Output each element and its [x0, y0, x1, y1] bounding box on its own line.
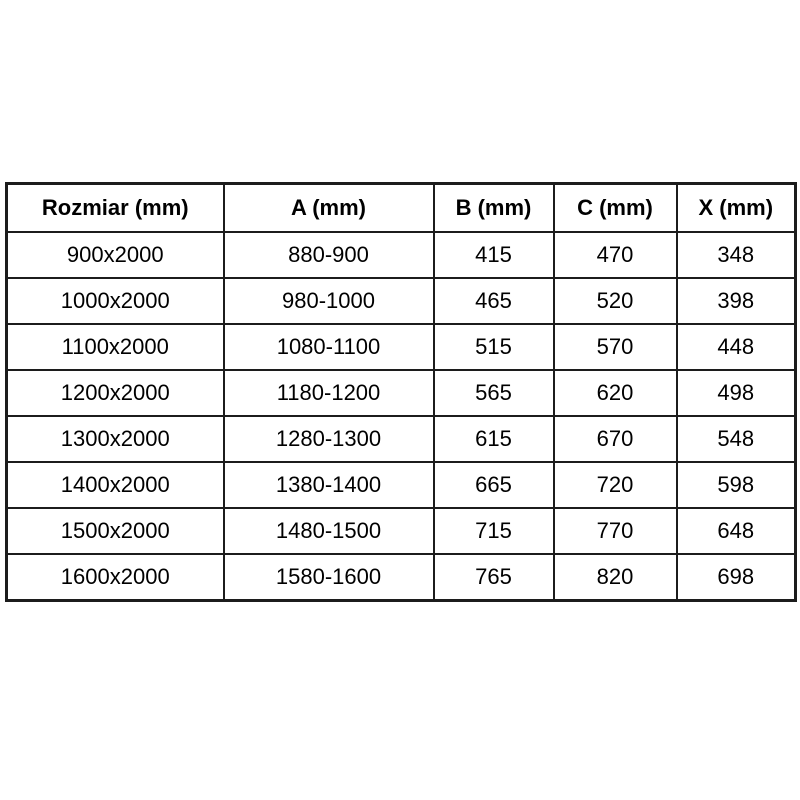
table-cell-r4-c1: 1280-1300: [224, 416, 434, 462]
table-cell-r4-c0: 1300x2000: [7, 416, 224, 462]
table-cell-r5-c2: 665: [434, 462, 554, 508]
table-cell-r7-c4: 698: [677, 554, 796, 601]
table-cell-r5-c1: 1380-1400: [224, 462, 434, 508]
table-cell-r3-c0: 1200x2000: [7, 370, 224, 416]
table-cell-r6-c2: 715: [434, 508, 554, 554]
table-cell-r0-c4: 348: [677, 232, 796, 278]
column-header-2: B (mm): [434, 184, 554, 233]
table-row: [7, 370, 796, 416]
table-cell-r5-c4: 598: [677, 462, 796, 508]
table-row: [7, 508, 796, 554]
table-cell-r3-c4: 498: [677, 370, 796, 416]
table-cell-r7-c3: 820: [554, 554, 677, 601]
table-cell-r7-c0: 1600x2000: [7, 554, 224, 601]
table-cell-r1-c2: 465: [434, 278, 554, 324]
table-cell-r1-c1: 980-1000: [224, 278, 434, 324]
table-cell-r4-c4: 548: [677, 416, 796, 462]
table-cell-r3-c3: 620: [554, 370, 677, 416]
table-cell-r2-c0: 1100x2000: [7, 324, 224, 370]
table-cell-r5-c3: 720: [554, 462, 677, 508]
table-cell-r6-c3: 770: [554, 508, 677, 554]
table-cell-r0-c3: 470: [554, 232, 677, 278]
column-header-0: Rozmiar (mm): [7, 184, 224, 233]
table-cell-r0-c0: 900x2000: [7, 232, 224, 278]
table-cell-r5-c0: 1400x2000: [7, 462, 224, 508]
table-cell-r2-c1: 1080-1100: [224, 324, 434, 370]
table-cell-r0-c2: 415: [434, 232, 554, 278]
table-cell-r3-c2: 565: [434, 370, 554, 416]
table-body: [7, 232, 796, 601]
size-spec-table: [5, 182, 797, 602]
table-row: [7, 232, 796, 278]
table-row: [7, 416, 796, 462]
table-cell-r3-c1: 1180-1200: [224, 370, 434, 416]
table-cell-r2-c2: 515: [434, 324, 554, 370]
table-cell-r4-c2: 615: [434, 416, 554, 462]
table-cell-r6-c0: 1500x2000: [7, 508, 224, 554]
column-header-4: X (mm): [677, 184, 796, 233]
table-cell-r6-c4: 648: [677, 508, 796, 554]
size-spec-table-container: [5, 182, 797, 602]
column-header-1: A (mm): [224, 184, 434, 233]
table-cell-r0-c1: 880-900: [224, 232, 434, 278]
column-header-3: C (mm): [554, 184, 677, 233]
table-cell-r4-c3: 670: [554, 416, 677, 462]
table-cell-r2-c4: 448: [677, 324, 796, 370]
header-row: [7, 184, 796, 233]
table-row: [7, 554, 796, 601]
table-cell-r7-c1: 1580-1600: [224, 554, 434, 601]
table-cell-r7-c2: 765: [434, 554, 554, 601]
table-row: [7, 462, 796, 508]
table-cell-r1-c3: 520: [554, 278, 677, 324]
table-row: [7, 324, 796, 370]
table-cell-r1-c0: 1000x2000: [7, 278, 224, 324]
table-cell-r6-c1: 1480-1500: [224, 508, 434, 554]
table-cell-r2-c3: 570: [554, 324, 677, 370]
table-cell-r1-c4: 398: [677, 278, 796, 324]
table-row: [7, 278, 796, 324]
